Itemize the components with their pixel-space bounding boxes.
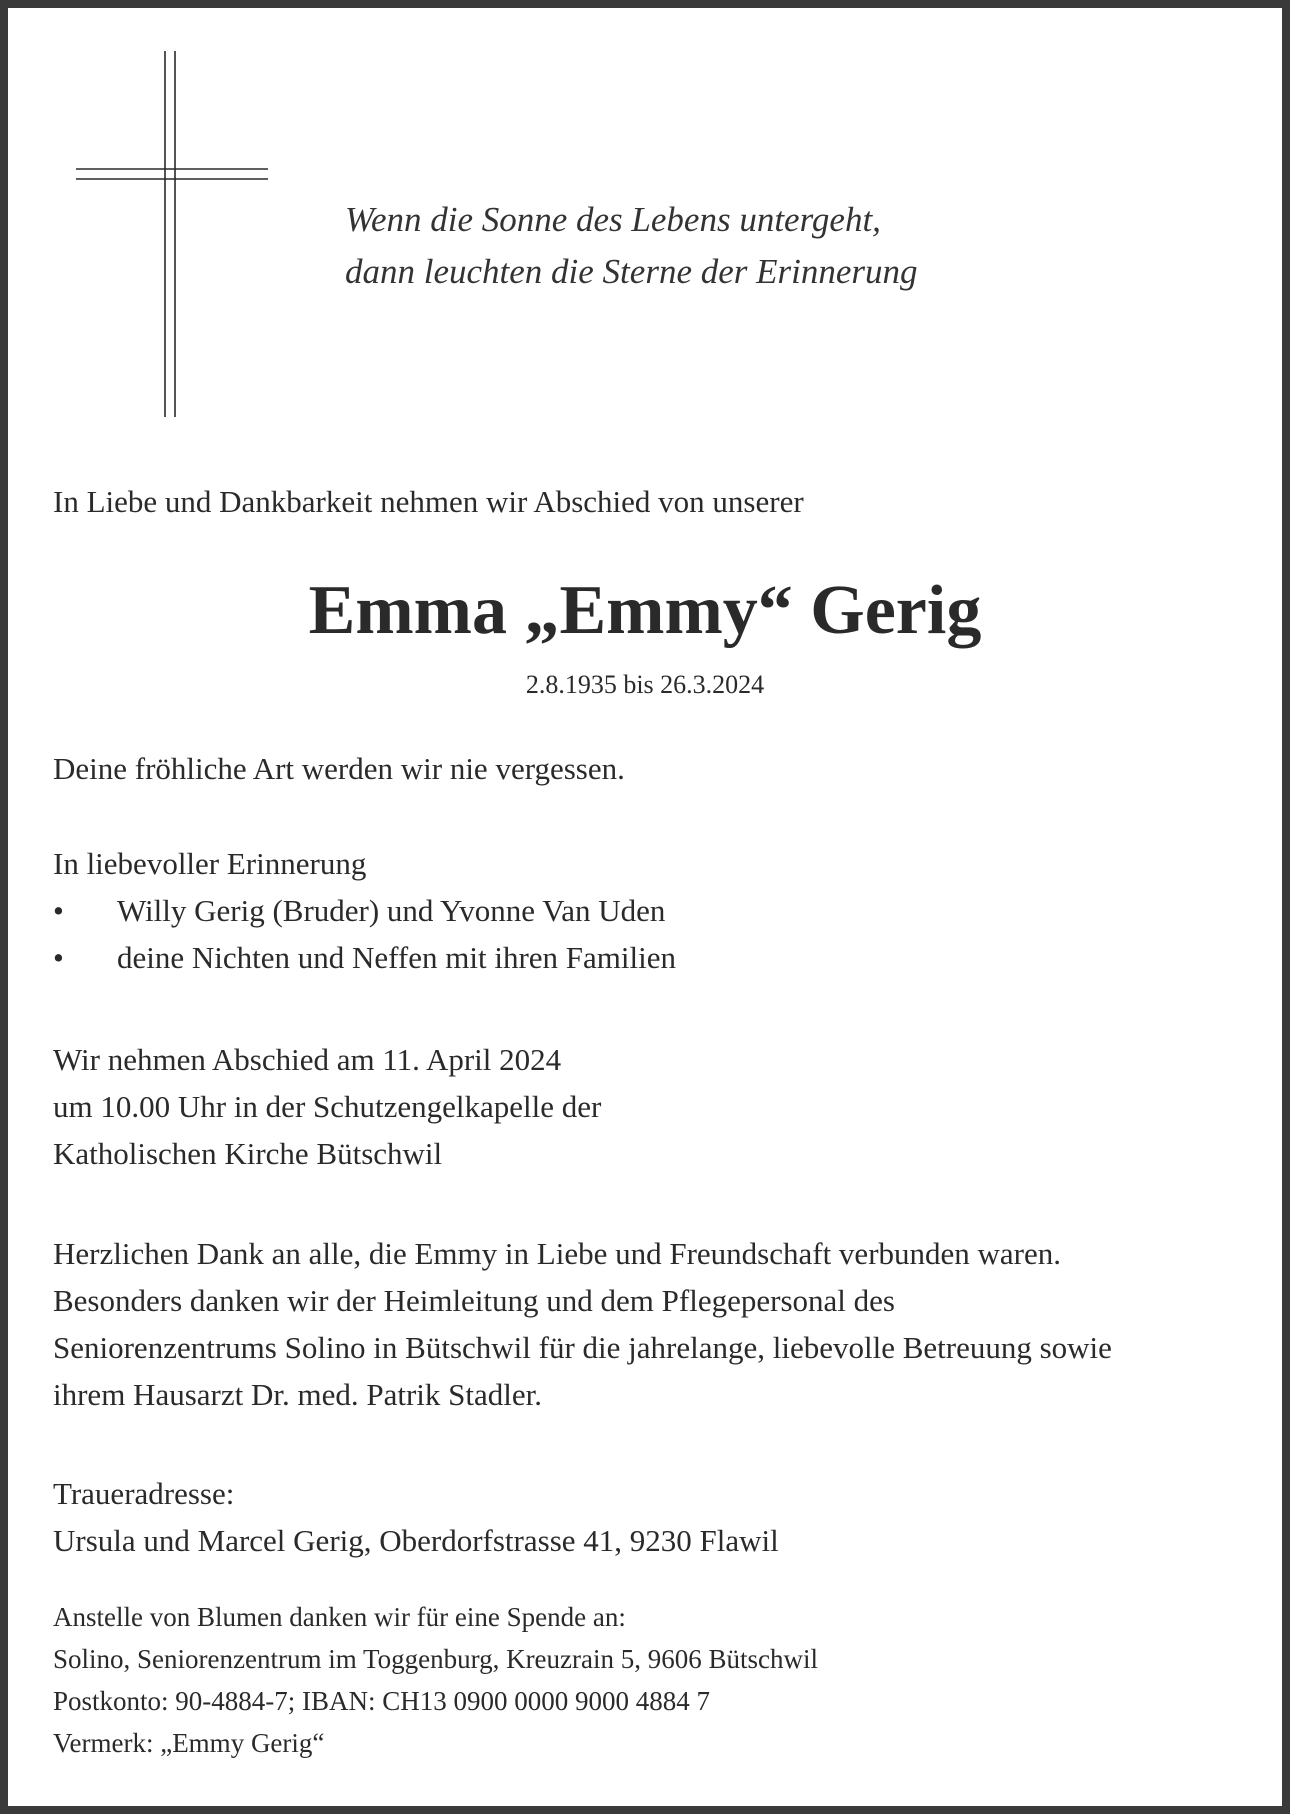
quote-line: Wenn die Sonne des Lebens untergeht, — [345, 200, 881, 239]
mourning-address — [53, 1470, 779, 1564]
deceased-name: Emma „Emmy“ Gerig — [308, 572, 982, 649]
memorial-quote — [345, 194, 918, 298]
donation-line: Postkonto: 90-4884-7; IBAN: CH13 0900 0000 9000 4884 7 — [53, 1686, 711, 1716]
intro-text: In Liebe und Dankbarkeit nehmen wir Abschied von unserer — [53, 484, 804, 519]
mourner-name: Willy Gerig (Bruder) und Yvonne Van Uden — [117, 893, 666, 928]
cross-icon — [8, 8, 288, 438]
donation-line: Anstelle von Blumen danken wir für eine Spende an: — [53, 1602, 626, 1632]
ceremony-line: Katholischen Kirche Bütschwil — [53, 1136, 443, 1171]
tagline: Deine fröhliche Art werden wir nie vergessen. — [53, 751, 625, 786]
ceremony-line: Wir nehmen Abschied am 11. April 2024 — [53, 1042, 562, 1077]
address-value: Ursula und Marcel Gerig, Oberdorfstrasse 41, 9230 Flawil — [53, 1523, 779, 1558]
ceremony-line: um 10.00 Uhr in der Schutzengelkapelle der — [53, 1089, 602, 1124]
remembrance-heading: In liebevoller Erinnerung — [53, 846, 367, 881]
life-dates: 2.8.1935 bis 26.3.2024 — [525, 670, 765, 699]
thanks-paragraph — [53, 1230, 1112, 1418]
bullet-icon: • — [53, 893, 64, 928]
mourners-list — [53, 887, 676, 981]
thanks-line: Seniorenzentrums Solino in Bütschwil für die jahrelange, liebevolle Betreuung sowie — [53, 1330, 1112, 1365]
list-item — [53, 887, 676, 934]
address-label: Traueradresse: — [53, 1476, 235, 1511]
ceremony-details — [53, 1036, 601, 1177]
obituary-notice — [8, 8, 1282, 1806]
bullet-icon: • — [53, 940, 64, 975]
donation-info — [53, 1596, 818, 1764]
donation-line: Solino, Seniorenzentrum im Toggenburg, Kreuzrain 5, 9606 Bütschwil — [53, 1644, 819, 1674]
list-item — [53, 934, 676, 981]
remembrance-section — [53, 840, 676, 981]
thanks-line: ihrem Hausarzt Dr. med. Patrik Stadler. — [53, 1377, 542, 1412]
donation-line: Vermerk: „Emmy Gerig“ — [53, 1728, 325, 1758]
thanks-line: Besonders danken wir der Heimleitung und dem Pflegepersonal des — [53, 1283, 895, 1318]
mourner-name: deine Nichten und Neffen mit ihren Familien — [117, 940, 676, 975]
thanks-line: Herzlichen Dank an alle, die Emmy in Liebe und Freundschaft verbunden waren. — [53, 1236, 1061, 1271]
quote-line: dann leuchten die Sterne der Erinnerung — [345, 252, 918, 291]
